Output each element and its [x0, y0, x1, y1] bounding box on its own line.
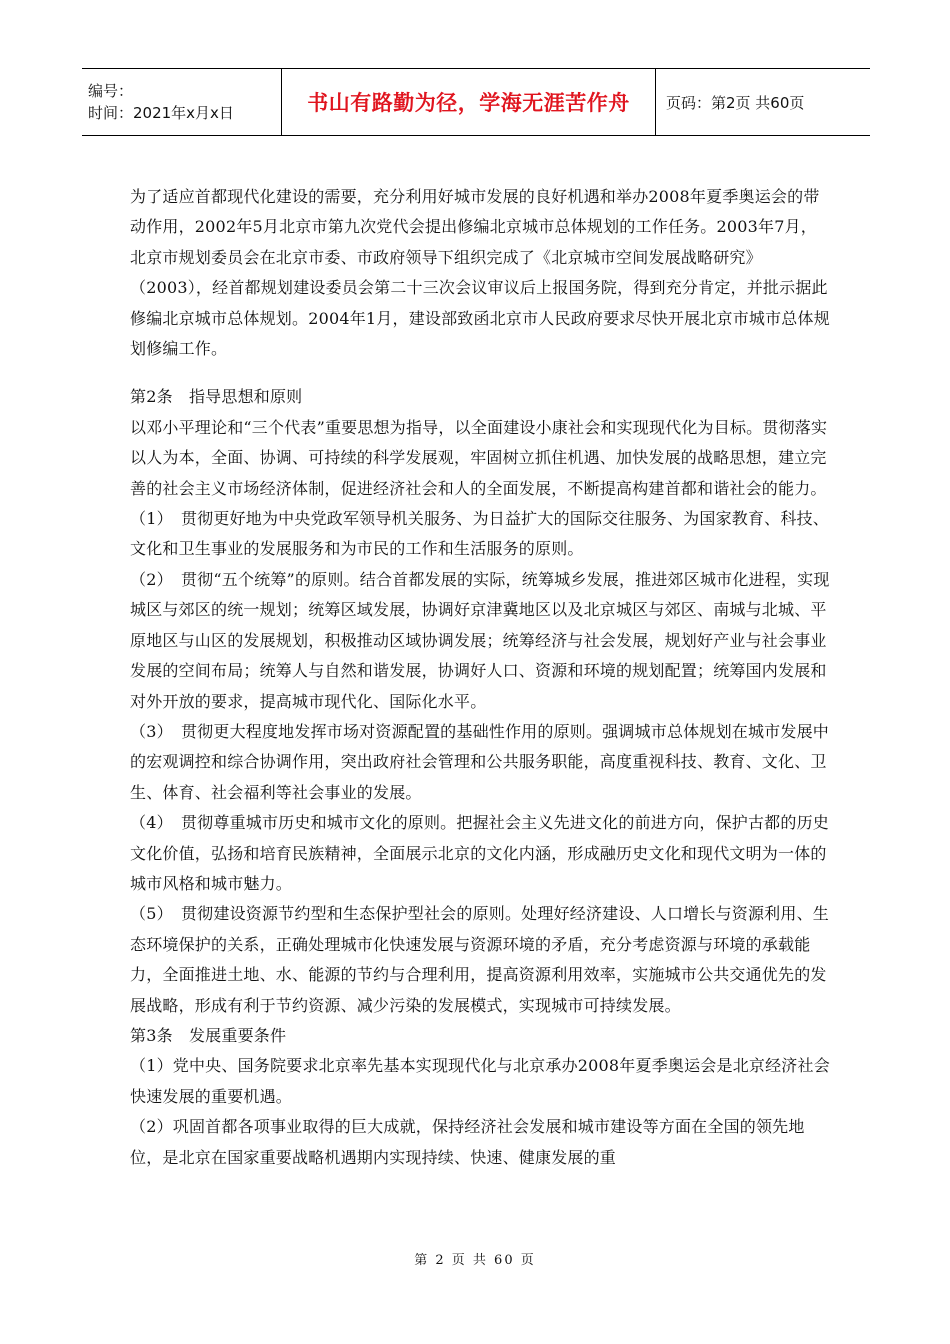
document-body — [130, 182, 830, 1173]
article-2-heading: 第2条 指导思想和原则 — [130, 387, 303, 407]
header-page-info — [656, 69, 870, 135]
principle-4: （4） 贯彻尊重城市历史和城市文化的原则。把握社会主义先进文化的前进方向，保护古都的历史文化价值，弘扬和培育民族精神，全面展示北京的文化内涵，形成融历史文化和现代文明为一体的城市风格和城市魅力。 — [130, 813, 829, 893]
article-3-heading: 第3条 发展重要条件 — [130, 1025, 287, 1045]
principle-5: （5） 贯彻建设资源节约型和生态保护型社会的原则。处理好经济建设、人口增长与资源利用、生态环境保护的关系，正确处理城市化快速发展与资源环境的矛盾，充分考虑资源与环境的承载能力，全面推进土地、水、能源的节约与合理利用，提高资源利用效率，实施城市公共交通优先的发展战略，形成有利于节约资源、减少污染的发展模式，实现城市可持续发展。 — [130, 904, 829, 1015]
principle-2: （2） 贯彻“五个统筹”的原则。结合首都发展的实际，统筹城乡发展，推进郊区城市化进程，实现城区与郊区的统一规划；统筹区域发展，协调好京津冀地区以及北京城区与郊区、南城与北城、平原地区与山区的发展规划，积极推动区域协调发展；统筹经济与社会发展，规划好产业与社会事业发展的空间布局；统筹人与自然和谐发展，协调好人口、资源和环境的规划配置；统筹国内发展和对外开放的要求，提高城市现代化、国际化水平。 — [130, 569, 830, 711]
header-meta — [82, 69, 282, 135]
page-header — [82, 68, 870, 136]
page-footer — [0, 1249, 950, 1268]
article-2-text: 以邓小平理论和“三个代表”重要思想为指导，以全面建设小康社会和实现现代化为目标。贯彻落实以人为本，全面、协调、可持续的科学发展观，牢固树立抓住机遇、加快发展的战略思想，建立完善的社会主义市场经济体制，促进经济社会和人的全面发展，不断提高构建首都和谐社会的能力。 — [130, 417, 828, 498]
time-label: 时间：2021年x月x日 — [88, 104, 234, 122]
header-motto-cell — [282, 69, 656, 135]
number-label: 编号： — [88, 82, 134, 100]
page-info-text: 页码：第2页 共60页 — [666, 93, 805, 112]
paragraph-gap — [130, 364, 830, 382]
footer-page-number: 第 2 页 共 60 页 — [414, 1253, 536, 1268]
condition-2: （2）巩固首都各项事业取得的巨大成就，保持经济社会发展和城市建设等方面在全国的领先地位，是北京在国家重要战略机遇期内实现持续、快速、健康发展的重 — [130, 1117, 805, 1167]
principle-3: （3） 贯彻更大程度地发挥市场对资源配置的基础性作用的原则。强调城市总体规划在城市发展中的宏观调控和综合协调作用，突出政府社会管理和公共服务职能，高度重视科技、教育、文化、卫生、体育、社会福利等社会事业的发展。 — [130, 721, 829, 802]
condition-1: （1）党中央、国务院要求北京率先基本实现现代化与北京承办2008年夏季奥运会是北京经济社会快速发展的重要机遇。 — [130, 1056, 830, 1106]
intro-paragraph: 为了适应首都现代化建设的需要，充分利用好城市发展的良好机遇和举办2008年夏季奥运会的带动作用，2002年5月北京市第九次党代会提出修编北京城市总体规划的工作任务。2003年7月，北京市规划委员会在北京市委、市政府领导下组织完成了《北京城市空间发展战略研究》（2003），经首都规划建设委员会第二十三次会议审议后上报国务院，得到充分肯定，并批示据此修编北京城市总体规划。2004年1月，建设部致函北京市人民政府要求尽快开展北京市城市总体规划修编工作。 — [130, 187, 830, 359]
motto-text: 书山有路勤为径，学海无涯苦作舟 — [307, 91, 630, 115]
principle-1: （1） 贯彻更好地为中央党政军领导机关服务、为日益扩大的国际交往服务、为国家教育、科技、文化和卫生事业的发展服务和为市民的工作和生活服务的原则。 — [130, 509, 829, 559]
